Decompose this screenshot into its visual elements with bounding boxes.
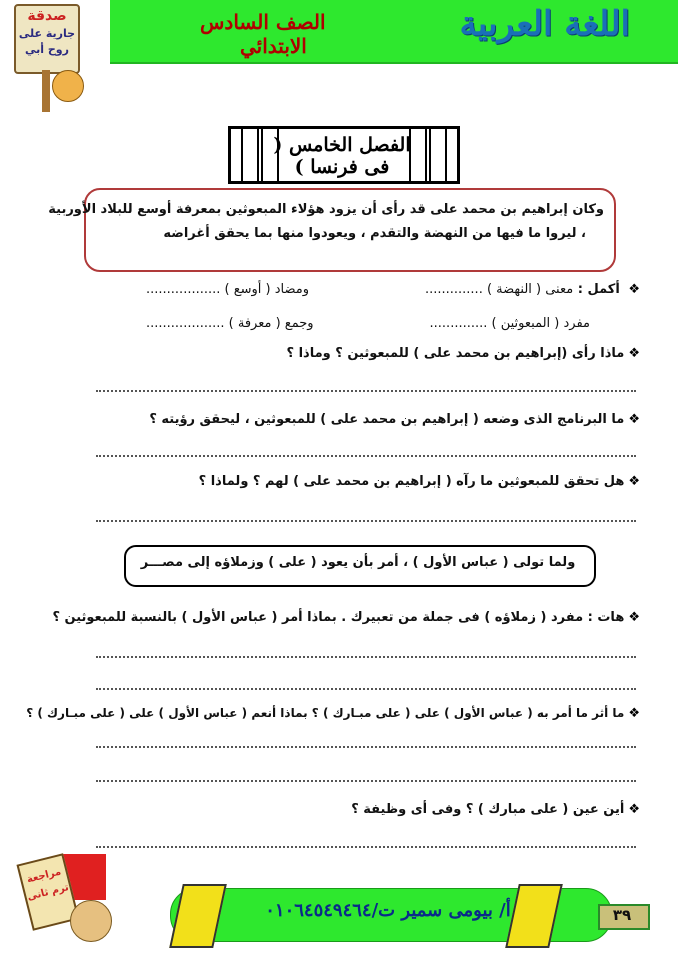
diamond-bullet-icon: ❖ [628, 706, 640, 721]
diamond-bullet-icon: ❖ [628, 474, 640, 489]
diamond-bullet-icon: ❖ [628, 282, 640, 297]
answer-line[interactable] [96, 846, 636, 849]
diamond-bullet-icon: ❖ [628, 610, 640, 625]
box-stripe [429, 129, 447, 181]
review-line: ترم ثانى [26, 882, 70, 903]
complete-meaning: معنى ( النهضة ) .............. [424, 282, 574, 297]
answer-line[interactable] [96, 390, 636, 393]
statement-text: ولما تولى ( عباس الأول ) ، أمر بأن يعود ( على ) وزملاؤه إلى مصـــر [140, 555, 576, 570]
sign-line: روح أبي [25, 43, 69, 56]
sign-line: جارية على [18, 27, 76, 40]
question-5 [26, 706, 640, 721]
question-6 [351, 802, 640, 817]
question-text: هل تحقق للمبعوثين ما رآه ( إبراهيم بن محمد على ) لهم ؟ ولماذا ؟ [198, 474, 625, 489]
grade-subtitle: الابتدائي [240, 34, 307, 58]
mascot-icon [52, 70, 84, 102]
sign-pole [42, 70, 50, 112]
diamond-bullet-icon: ❖ [628, 802, 640, 817]
passage-line: ، ليروا ما فيها من النهضة والتقدم ، ويعودوا منها بما يحقق أغراضه [163, 226, 586, 241]
complete-antonym: ومضاد ( أوسع ) .................. [146, 282, 310, 297]
question-3 [199, 474, 640, 489]
question-4 [52, 610, 640, 625]
answer-line[interactable] [96, 455, 636, 458]
question-text: أين عين ( على مبارك ) ؟ وفى أى وظيفة ؟ [351, 802, 625, 817]
grade-title: الصف السادس [200, 10, 326, 34]
page-number: ٣٩ [612, 906, 632, 924]
subject-title: اللغة العربية [459, 4, 630, 44]
answer-line[interactable] [96, 656, 636, 659]
complete-row-1 [425, 282, 640, 297]
sign-line: صدقة [27, 8, 67, 24]
question-text: ما أثر ما أمر به ( عباس الأول ) على ( على مبـارك ) ؟ بماذا أنعم ( عباس الأول ) على ( على مبـارك ) ؟ [26, 706, 625, 720]
answer-line[interactable] [96, 520, 636, 523]
passage-line: وكان إبراهيم بن محمد على قد رأى أن يزود هؤلاء المبعوثين بمعرفة أوسع للبلاد الأوربية [48, 202, 604, 217]
question-2 [149, 412, 640, 427]
question-text: هات : مفرد ( زملاؤه ) فى جملة من تعبيرك . بماذا أمر ( عباس الأول ) بالنسبة للمبعوثين ؟ [52, 610, 625, 625]
mascot-icon [70, 900, 112, 942]
author-credit: أ/ بيومى سمير ت/٠١٠٦٤٥٤٩٤٦٤ [265, 900, 511, 921]
question-text: ما البرنامج الذى وضعه ( إبراهيم بن محمد على ) للمبعوثين ، ليحقق رؤيته ؟ [149, 412, 625, 427]
diamond-bullet-icon: ❖ [628, 412, 640, 427]
answer-line[interactable] [96, 688, 636, 691]
question-text: ماذا رأى (إبراهيم بن محمد على ) للمبعوثين ؟ وماذا ؟ [286, 346, 625, 361]
charity-sign [14, 4, 80, 74]
answer-line[interactable] [96, 746, 636, 749]
box-stripe [241, 129, 259, 181]
diamond-bullet-icon: ❖ [628, 346, 640, 361]
complete-label: أكمل : [577, 282, 620, 297]
complete-plural: وجمع ( معرفة ) ................... [146, 316, 314, 331]
complete-singular: مفرد ( المبعوثين ) .............. [429, 316, 590, 331]
review-line: مراجعة [25, 866, 63, 886]
question-1 [287, 346, 640, 361]
answer-line[interactable] [96, 780, 636, 783]
chapter-title: الفصل الخامس ( فى فرنسا ) [273, 134, 411, 178]
